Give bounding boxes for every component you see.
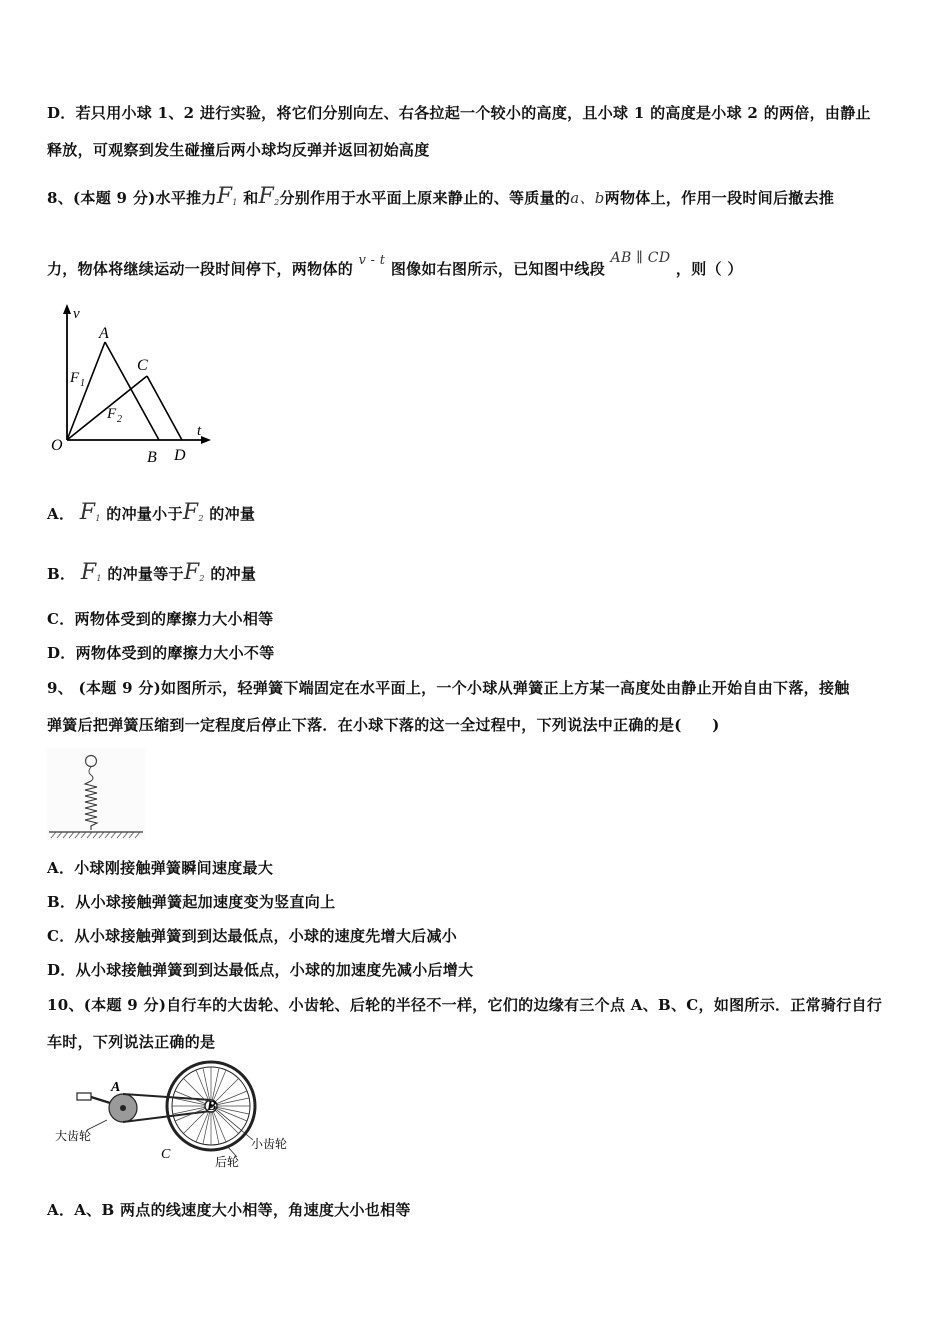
q8-option-b-label: B． — [47, 565, 76, 583]
q8-graph-t-label: t — [197, 423, 202, 439]
q8-graph-v-label: v — [73, 306, 80, 322]
q10-big-gear-label: 大齿轮 — [55, 1129, 92, 1143]
q8-vt-symbol: v - t — [358, 253, 386, 268]
q10-stem-line2: 车时，下列说法正确的是 — [47, 1033, 216, 1051]
q10-small-gear-label: 小齿轮 — [251, 1137, 288, 1151]
q8-graph-f1-sub: 1 — [80, 378, 85, 389]
q9-spring-figure — [47, 748, 145, 840]
q8-option-d: D．两物体受到的摩擦力大小不等 — [47, 644, 275, 662]
q8-option-a-end: 的冲量 — [209, 505, 256, 523]
q8-f1-subscript: 1 — [232, 198, 238, 207]
q8-option-b-f1-sub: 1 — [96, 574, 102, 583]
q9-option-d: D．从小球接触弹簧到到达最低点，小球的加速度先减小后增大 — [47, 961, 474, 979]
q8-graph-o-label: O — [51, 437, 63, 454]
q8-option-a-f1: F — [79, 500, 96, 525]
q8-option-b-f1: F — [80, 560, 97, 585]
q9-stem-line2: 弹簧后把弹簧压缩到一定程度后停止下落．在小球下落的这一全过程中，下列说法中正确的是( ) — [47, 716, 720, 734]
q8-line2-b: 图像如右图所示，已知图中线段 — [390, 260, 606, 278]
q10-small-gear-leader — [217, 1110, 253, 1140]
q9-option-b: B．从小球接触弹簧起加速度变为竖直向上 — [47, 893, 336, 911]
q8-graph-f2-sub: 2 — [117, 414, 122, 425]
q10-bicycle-figure — [47, 1060, 307, 1172]
q8-graph-f2-label: F — [107, 406, 117, 422]
q8-option-a-f2-sub: 2 — [198, 514, 204, 523]
q8-option-a-f2: F — [182, 500, 199, 525]
q8-graph-f1-label: F — [70, 370, 80, 386]
q8-graph-a-label: A — [99, 325, 109, 342]
q8-sep: 、 — [579, 189, 595, 207]
q8-prefix: 8、(本题 9 分)水平推力 — [47, 189, 217, 207]
q7-option-d-line1: D．若只用小球 1、2 进行实验，将它们分别向左、右各拉起一个较小的高度，且小球 1 的高度是小球 2 的两倍，由静止 — [47, 104, 871, 122]
q8-parallel-expr: AB ∥ CD — [610, 250, 671, 266]
q10-big-gear-center — [120, 1105, 126, 1111]
q8-graph-c-label: C — [137, 357, 148, 374]
q8-option-a-label: A． — [47, 505, 75, 523]
q10-rear-wheel-label: 后轮 — [215, 1155, 240, 1169]
q8-line2-c: ，则（ ） — [675, 260, 743, 278]
q8-option-b-mid: 的冲量等于 — [107, 565, 184, 583]
q8-stem-line2 — [47, 250, 743, 279]
q8-b-symbol: b — [594, 189, 605, 207]
q8-option-b-f2-sub: 2 — [199, 574, 205, 583]
q8-stem-line1 — [47, 184, 834, 209]
q8-f2-symbol: F — [258, 184, 275, 209]
q8-option-a-f1-sub: 1 — [95, 514, 101, 523]
q8-mid: 分别作用于水平面上原来静止的、等质量的 — [279, 189, 571, 207]
q8-option-a — [47, 500, 255, 525]
q9-option-c: C．从小球接触弹簧到到达最低点，小球的速度先增大后减小 — [47, 927, 458, 945]
q8-line2-a: 力，物体将继续运动一段时间停下，两物体的 — [47, 260, 354, 278]
q10-point-c-label: C — [161, 1147, 171, 1162]
q8-option-b-f2: F — [183, 560, 200, 585]
q8-option-c: C．两物体受到的摩擦力大小相等 — [47, 610, 274, 628]
q8-f2-subscript: 2 — [274, 198, 280, 207]
q10-point-b-label: B — [207, 1099, 217, 1114]
q8-a-symbol: a — [570, 189, 580, 207]
q8-f1-symbol: F — [216, 184, 233, 209]
q8-graph-d-label: D — [174, 447, 186, 464]
q10-pedal — [77, 1093, 91, 1100]
q7-option-d-line2: 释放，可观察到发生碰撞后两小球均反弹并返回初始高度 — [47, 141, 430, 159]
q8-option-a-mid: 的冲量小于 — [106, 505, 183, 523]
q10-stem-line1: 10、(本题 9 分)自行车的大齿轮、小齿轮、后轮的半径不一样，它们的边缘有三个点 A、B、C，如图所示．正常骑行自行 — [47, 996, 883, 1014]
q8-option-b-end: 的冲量 — [210, 565, 257, 583]
q8-tail1: 两物体上，作用一段时间后撤去推 — [604, 189, 835, 207]
q10-point-a-label: A — [111, 1080, 121, 1095]
q8-vt-graph — [47, 300, 217, 468]
q9-option-a: A．小球刚接触弹簧瞬间速度最大 — [47, 859, 274, 877]
q8-graph-b-label: B — [147, 449, 157, 466]
q9-stem-line1: 9、 (本题 9 分)如图所示，轻弹簧下端固定在水平面上，一个小球从弹簧正上方某一高度处由静止开始自由下落，接触 — [47, 679, 850, 697]
q8-and: 和 — [243, 189, 259, 207]
q8-option-b — [47, 560, 256, 585]
q10-option-a: A．A、B 两点的线速度大小相等，角速度大小也相等 — [47, 1201, 411, 1219]
